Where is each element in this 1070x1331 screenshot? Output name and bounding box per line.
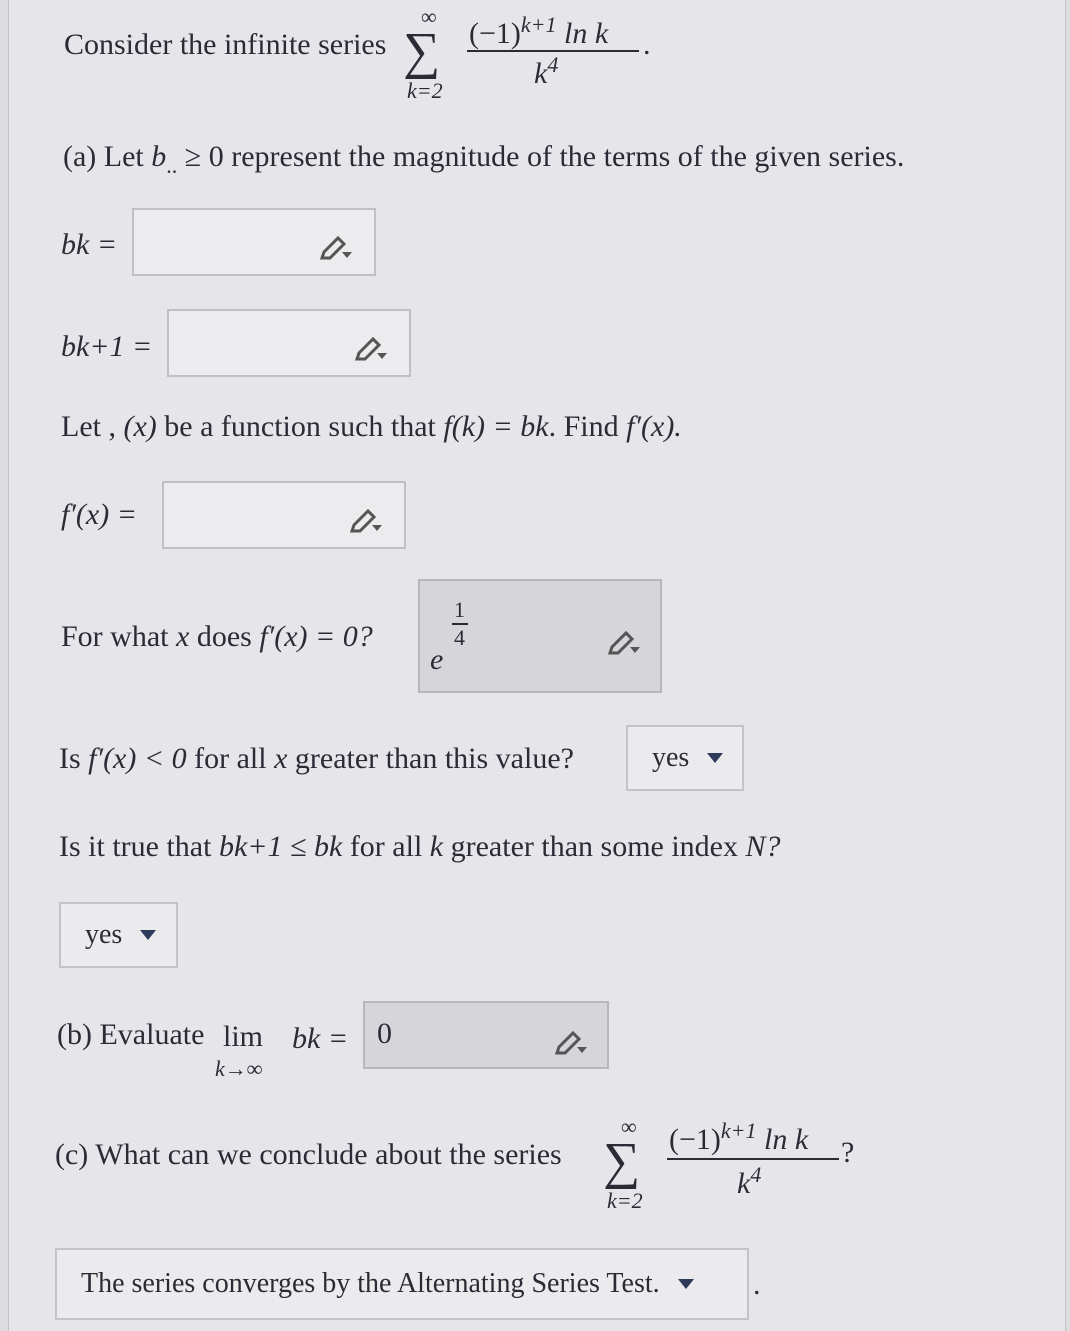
numerator-c: $(-1)^{k+1}$ ln k [669, 1118, 809, 1156]
answer-base: e [430, 643, 444, 676]
function-statement: Let , (x) be a function such that f(k) = bk. Find f′(x). [61, 410, 682, 443]
fprime-input[interactable] [162, 481, 406, 549]
numerator: $(-1)^{k+1}$ ln k [469, 12, 609, 50]
conclusion-value: The series converges by the Alternating Series Test. [81, 1268, 660, 1299]
pencil-edit-icon[interactable] [553, 1025, 589, 1055]
limit-answer-input[interactable] [363, 1001, 609, 1069]
lim-subscript: k→∞ [215, 1056, 263, 1081]
denominator-c: $k^4$ [737, 1162, 762, 1200]
decreasing-answer-select[interactable] [59, 902, 178, 968]
negative-question: Is f′(x) < 0 for all x greater than this value? [59, 742, 574, 775]
pencil-edit-icon[interactable] [606, 625, 642, 655]
decreasing-question: Is it true that bk+1 ≤ bk for all k greater than some index N? [59, 830, 781, 863]
caret-down-icon [707, 753, 723, 763]
sigma-symbol-c: ∑ [603, 1133, 641, 1190]
pencil-edit-icon[interactable] [318, 230, 354, 260]
part-b-prefix: (b) Evaluate [57, 1018, 205, 1051]
part-c-question: (c) What can we conclude about the series [55, 1138, 562, 1171]
answer-exp-num: 1 [454, 597, 465, 622]
bk-input[interactable] [132, 208, 376, 276]
problem-sheet [8, 0, 1066, 1331]
part-c-end: ? [841, 1136, 855, 1169]
conclusion-period: . [753, 1268, 761, 1301]
negative-answer-value: yes [652, 742, 690, 773]
denominator: $k^4$ [534, 52, 559, 90]
pencil-edit-icon[interactable] [348, 503, 384, 533]
conclusion-select[interactable] [55, 1248, 749, 1320]
intro-text: Consider the infinite series [64, 28, 387, 61]
part-a-statement: (a) Let $b_{..} \ge 0$ represent the magnitude of the terms of the given series. [63, 140, 905, 178]
bk1-label: bk+1 = [61, 330, 153, 363]
lim-expression: bk = [292, 1022, 349, 1055]
fraction-bar-c [667, 1158, 839, 1160]
bk1-input[interactable] [167, 309, 411, 377]
answer-exp-den: 4 [454, 625, 465, 650]
limit-value: 0 [377, 1017, 392, 1050]
sum-upper-c: ∞ [621, 1114, 637, 1139]
zero-answer-input[interactable] [418, 579, 662, 693]
zero-question: For what x does f′(x) = 0? [61, 620, 373, 653]
bk-label: bk = [61, 228, 118, 261]
sum-upper: ∞ [421, 4, 437, 29]
caret-down-icon [140, 930, 156, 940]
intro-period: . [643, 28, 651, 61]
decreasing-answer-value: yes [85, 919, 123, 950]
caret-down-icon [678, 1279, 694, 1289]
sum-lower: k=2 [407, 78, 443, 103]
sum-lower-c: k=2 [607, 1188, 643, 1213]
pencil-edit-icon[interactable] [353, 331, 389, 361]
sigma-symbol: ∑ [403, 23, 441, 80]
lim-text: lim [223, 1020, 264, 1053]
fprime-label: f′(x) = [61, 498, 137, 531]
negative-answer-select[interactable] [626, 725, 744, 791]
